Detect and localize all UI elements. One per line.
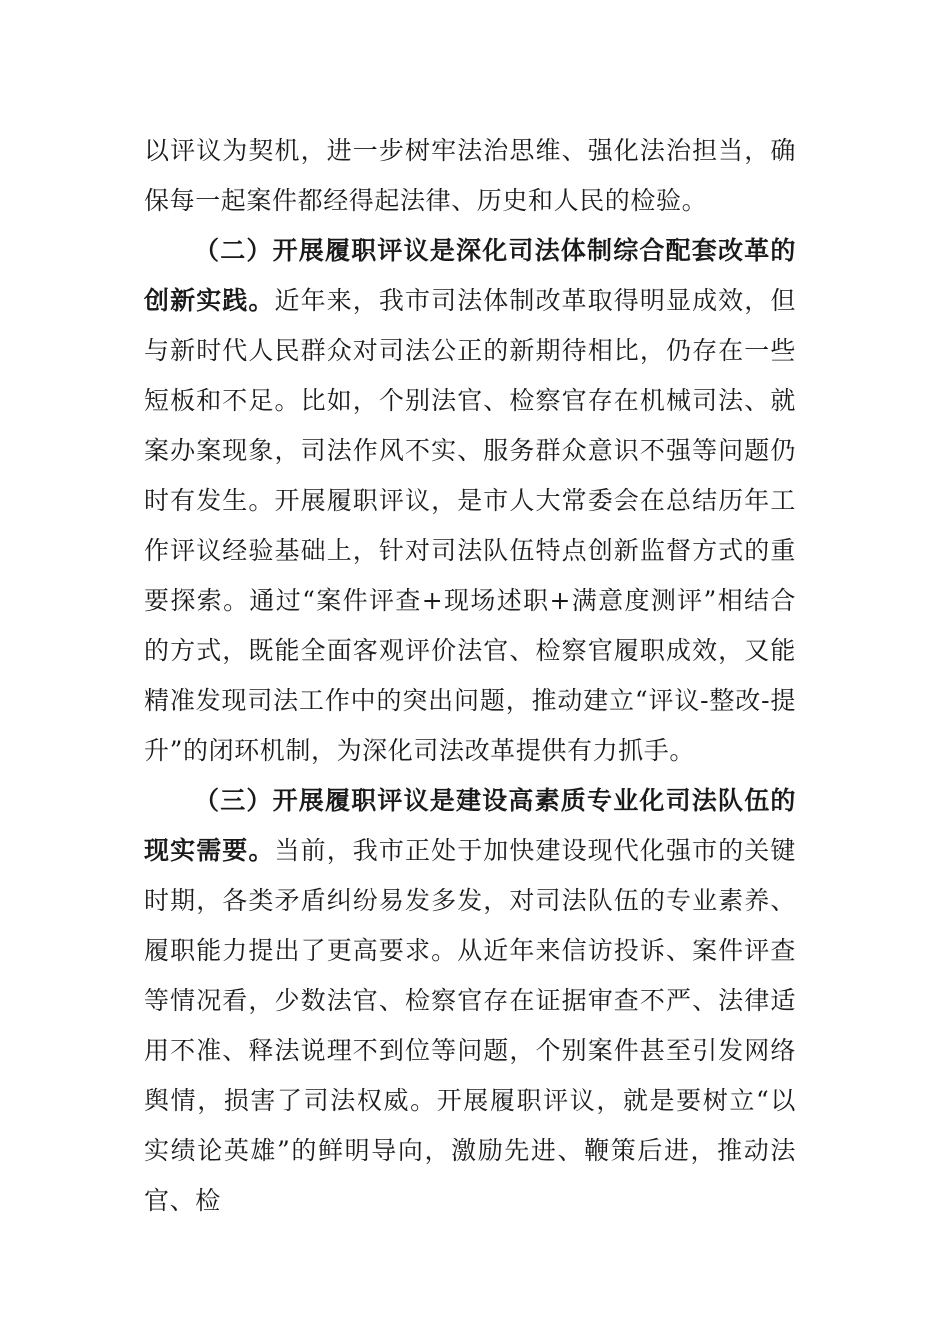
paragraph-body: 当前，我市正处于加快建设现代化强市的关键时期，各类矛盾纠纷易发多发，对司法队伍的专业素养、履职能力提出了更高要求。从近年来信访投诉、案件评查等情况看，少数法官、检察官存在证据审查不严、法律适用不准、释法说理不到位等问题，个别案件甚至引发网络舆情，损害了司法权威。开展履职评议，就是要树立“以实绩论英雄”的鲜明导向，激励先进、鞭策后进，推动法官、检 xyxy=(144,836,796,1215)
paragraph-continuation xyxy=(144,126,796,226)
paragraph-body: 以评议为契机，进一步树牢法治思维、强化法治担当，确保每一起案件都经得起法律、历史和人民的检验。 xyxy=(144,136,796,215)
paragraph-section-two xyxy=(144,226,796,776)
section-heading: （三）开展履职评议是建设高素质专业化司法队伍的现实需要。 xyxy=(144,786,796,865)
section-heading: （二）开展履职评议是深化司法体制综合配套改革的创新实践。 xyxy=(144,236,796,315)
paragraph-section-three xyxy=(144,776,796,1226)
document-body xyxy=(144,126,796,1226)
paragraph-body: 近年来，我市司法体制改革取得明显成效，但与新时代人民群众对司法公正的新期待相比，仍存在一些短板和不足。比如，个别法官、检察官存在机械司法、就案办案现象，司法作风不实、服务群众意识不强等问题仍时有发生。开展履职评议，是市人大常委会在总结历年工作评议经验基础上，针对司法队伍特点创新监督方式的重要探索。通过“案件评查+现场述职+满意度测评”相结合的方式，既能全面客观评价法官、检察官履职成效，又能精准发现司法工作中的突出问题，推动建立“评议-整改-提升”的闭环机制，为深化司法改革提供有力抓手。 xyxy=(144,286,796,765)
